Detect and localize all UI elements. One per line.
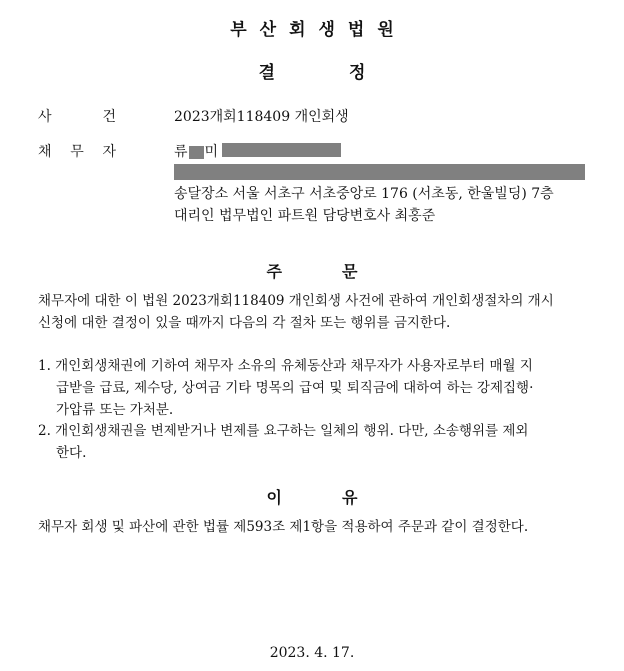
order-intro-line-1: 채무자에 대한 이 법원 2023개회118409 개인회생 사건에 관하여 개인회생절차의 개시 xyxy=(38,293,554,309)
case-number: 2023개회118409 개인회생 xyxy=(174,109,349,125)
case-label: 사 건 xyxy=(38,109,116,125)
redaction-bar xyxy=(222,143,341,157)
order-item-1-line-2: 급받을 급료, 제수당, 상여금 기타 명목의 급여 및 퇴직금에 대하여 하는 강제집행· xyxy=(56,380,534,396)
order-item-2-line-2: 한다. xyxy=(56,445,87,461)
reason-text: 채무자 회생 및 파산에 관한 법률 제593조 제1항을 적용하여 주문과 같이 결정한다. xyxy=(38,519,529,535)
document-title xyxy=(0,58,624,83)
document-title-left: 결 xyxy=(258,63,275,83)
order-intro-line-2: 신청에 대한 결정이 있을 때까지 다음의 각 절차 또는 행위를 금지한다. xyxy=(38,315,451,331)
debtor-label: 채 무 자 xyxy=(38,144,116,160)
decision-date: 2023. 4. 17. xyxy=(269,645,355,661)
court-name: 부산회생법원 xyxy=(230,20,407,40)
order-item-2-line-1: 2. 개인회생채권을 변제받거나 변제를 요구하는 일체의 행위. 다만, 소송행위를 제외 xyxy=(38,423,529,439)
order-item-1-line-3: 가압류 또는 가처분. xyxy=(56,402,174,418)
service-address: 송달장소 서울 서초구 서초중앙로 176 (서초동, 한울빌딩) 7층 xyxy=(174,186,554,202)
name-redaction xyxy=(189,146,204,159)
legal-agent: 대리인 법무법인 파트원 담당변호사 최홍준 xyxy=(174,208,436,224)
document-title-right: 정 xyxy=(349,63,366,83)
debtor-name: 류 미 xyxy=(174,144,219,160)
address-redaction-bar xyxy=(174,164,585,180)
order-heading: 주 문 xyxy=(266,262,358,281)
order-item-1-line-1: 1. 개인회생채권에 기하여 채무자 소유의 유체동산과 채무자가 사용자로부터 매월 지 xyxy=(38,358,533,374)
reason-heading: 이 유 xyxy=(266,488,358,507)
